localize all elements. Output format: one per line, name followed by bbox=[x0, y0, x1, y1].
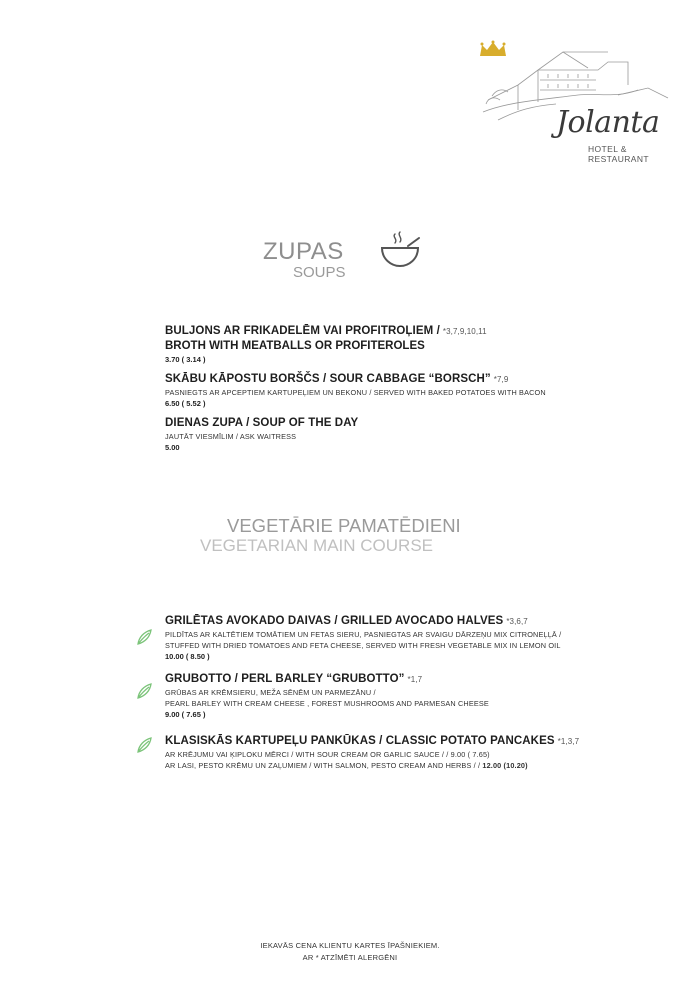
item-price: 10.00 ( 8.50 ) bbox=[165, 652, 210, 661]
item-description-en: PEARL BARLEY WITH CREAM CHEESE , FOREST MUSHROOMS AND PARMESAN CHEESE bbox=[165, 699, 489, 708]
item-description-lv: PILDĪTAS AR KALTĒTIEM TOMĀTIEM UN FETAS SIERU, PASNIEGTAS AR SVAIGU DĀRZEŅU MIX CITRONEĻĻĀ / bbox=[165, 630, 562, 639]
item-name: KLASISKĀS KARTUPEĻU PANKŪKAS / CLASSIC POTATO PANCAKES *1,3,7 bbox=[165, 735, 580, 747]
item-price: 5.00 bbox=[165, 443, 180, 452]
vegetarian-leaf-icon bbox=[135, 682, 153, 700]
menu-footer bbox=[0, 940, 700, 964]
item-price: 3.70 ( 3.14 ) bbox=[165, 355, 206, 364]
soups-title-en: SOUPS bbox=[293, 264, 346, 281]
veg-item-avocado bbox=[165, 614, 665, 663]
vegetarian-title-en: VEGETARIAN MAIN COURSE bbox=[200, 536, 433, 555]
veg-item-grubotto bbox=[165, 672, 665, 721]
soups-title-lv: ZUPAS bbox=[263, 238, 344, 265]
vegetarian-leaf-icon bbox=[135, 628, 153, 646]
vegetarian-leaf-icon bbox=[135, 736, 153, 754]
allergen-codes: *3,7,9,10,11 bbox=[442, 327, 487, 336]
veg-item-potato-pancakes bbox=[165, 734, 665, 771]
item-option-sour-cream: AR KRĒJUMU VAI ĶIPLOKU MĒRCI / WITH SOUR CREAM OR GARLIC SAUCE / / 9.00 ( 7.65) bbox=[165, 750, 490, 759]
item-description-lv: GRŪBAS AR KRĒMSIERU, MEŽA SĒNĒM UN PARMEZĀNU / bbox=[165, 688, 376, 697]
item-option-salmon: AR LASI, PESTO KRĒMU UN ZAĻUMIEM / WITH SALMON, PESTO CREAM AND HERBS / / 12.00 (10.20) bbox=[165, 761, 528, 770]
footer-note-card-price: IEKAVĀS CENA KLIENTU KARTES ĪPAŠNIEKIEM. bbox=[260, 941, 440, 950]
crown-icon bbox=[478, 40, 508, 58]
allergen-codes: *3,6,7 bbox=[506, 617, 528, 626]
allergen-codes: *1,3,7 bbox=[557, 737, 580, 746]
item-name: GRILĒTAS AVOKADO DAIVAS / GRILLED AVOCADO HALVES *3,6,7 bbox=[165, 615, 528, 627]
item-description-en: STUFFED WITH DRIED TOMATOES AND FETA CHEESE, SERVED WITH FRESH VEGETABLE MIX IN LEMON OIL bbox=[165, 641, 561, 650]
footer-note-allergens: AR * ATZĪMĒTI ALERGĒNI bbox=[302, 953, 398, 962]
hotel-building-icon bbox=[478, 40, 678, 160]
soup-bowl-icon bbox=[378, 226, 422, 270]
allergen-codes: *1,7 bbox=[407, 675, 423, 684]
item-name: SKĀBU KĀPOSTU BORŠČS / SOUR CABBAGE “BORSCH” *7,9 bbox=[165, 373, 509, 385]
allergen-codes: *7,9 bbox=[493, 375, 509, 384]
vegetarian-title-lv: VEGETĀRIE PAMATĒDIENI bbox=[227, 515, 461, 536]
item-name: DIENAS ZUPA / SOUP OF THE DAY bbox=[165, 417, 359, 429]
soup-item-broth bbox=[165, 324, 665, 366]
item-price: 9.00 ( 7.65 ) bbox=[165, 710, 206, 719]
item-price: 12.00 (10.20) bbox=[482, 761, 528, 770]
soup-item-day bbox=[165, 416, 665, 454]
item-description: JAUTĀT VIESMĪLIM / ASK WAITRESS bbox=[165, 432, 297, 441]
item-name: BULJONS AR FRIKADELĒM VAI PROFITROĻIEM / *3,7,9,10,11 bbox=[165, 325, 487, 337]
brand-subtitle: HOTEL & RESTAURANT bbox=[588, 144, 649, 164]
item-price: 6.50 ( 5.52 ) bbox=[165, 399, 206, 408]
item-name: GRUBOTTO / PERL BARLEY “GRUBOTTO” *1,7 bbox=[165, 673, 423, 685]
brand-name: Jolanta bbox=[556, 105, 660, 140]
restaurant-logo bbox=[478, 40, 678, 164]
item-name-en: BROTH WITH MEATBALLS OR PROFITEROLES bbox=[165, 340, 425, 352]
item-description: PASNIEGTS AR APCEPTIEM KARTUPEĻIEM UN BEKONU / SERVED WITH BAKED POTATOES WITH BACON bbox=[165, 388, 546, 397]
soup-item-borsch bbox=[165, 372, 665, 410]
